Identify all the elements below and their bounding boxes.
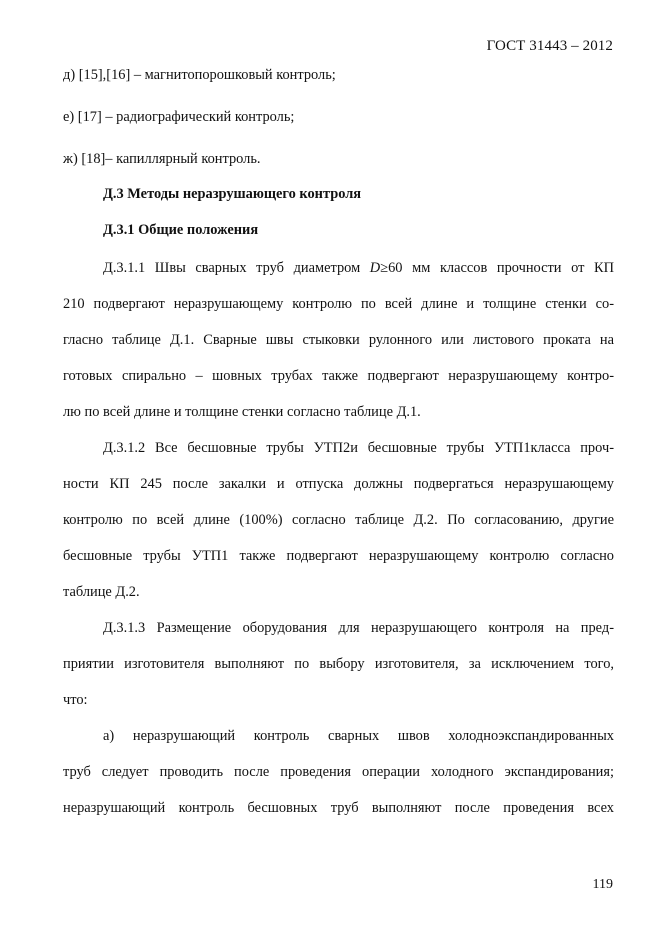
paragraph-3-line: приятии изготовителя выполняют по выбору изготовителя, за исключением того,: [63, 656, 614, 672]
list-item-zh: ж) [18]– капиллярный контроль.: [63, 151, 261, 167]
paragraph-2-line: Д.3.1.2 Все бесшовные трубы УТП2и бесшовные трубы УТП1класса проч-: [103, 440, 614, 456]
paragraph-4-line: неразрушающий контроль бесшовных труб выполняют после проведения всех: [63, 800, 614, 816]
paragraph-3-line: что:: [63, 692, 88, 708]
page-number: 119: [592, 877, 613, 892]
section-subtitle: Д.3.1 Общие положения: [103, 222, 259, 238]
paragraph-1-line: готовых спирально – шовных трубах также подвергают неразрушающему контро-: [63, 368, 614, 384]
paragraph-1-line: [103, 258, 614, 278]
diameter-symbol: D: [369, 260, 381, 276]
paragraph-2-line: контролю по всей длине (100%) согласно таблице Д.2. По согласованию, другие: [63, 512, 614, 528]
paragraph-4-line: труб следует проводить после проведения операции холодного экспандирования;: [63, 764, 614, 780]
paragraph-2-line: бесшовные трубы УТП1 также подвергают неразрушающему контролю согласно: [63, 548, 614, 564]
paragraph-1-line: 210 подвергают неразрушающему контролю по всей длине и толщине стенки со-: [63, 296, 614, 312]
section-title: Д.3 Методы неразрушающего контроля: [103, 186, 362, 202]
paragraph-1-text: Д.3.1.1 Швы сварных труб диаметром: [103, 260, 370, 276]
paragraph-1-line: лю по всей длине и толщине стенки согласно таблице Д.1.: [63, 404, 421, 420]
list-item-d: д) [15],[16] – магнитопорошковый контроль;: [63, 67, 336, 83]
list-item-e: е) [17] – радиографический контроль;: [63, 109, 295, 125]
paragraph-2-line: ности КП 245 после закалки и отпуска должны подвергаться неразрушающему: [63, 476, 614, 492]
paragraph-1-text: ≥60 мм классов прочности от КП: [380, 260, 614, 276]
paragraph-4-line: а) неразрушающий контроль сварных швов холодноэкспандированных: [103, 728, 614, 744]
paragraph-1-line: гласно таблице Д.1. Сварные швы стыковки рулонного или листового проката на: [63, 332, 614, 348]
document-header: ГОСТ 31443 – 2012: [486, 38, 613, 54]
paragraph-3-line: Д.3.1.3 Размещение оборудования для неразрушающего контроля на пред-: [103, 620, 614, 636]
paragraph-2-line: таблице Д.2.: [63, 584, 140, 600]
